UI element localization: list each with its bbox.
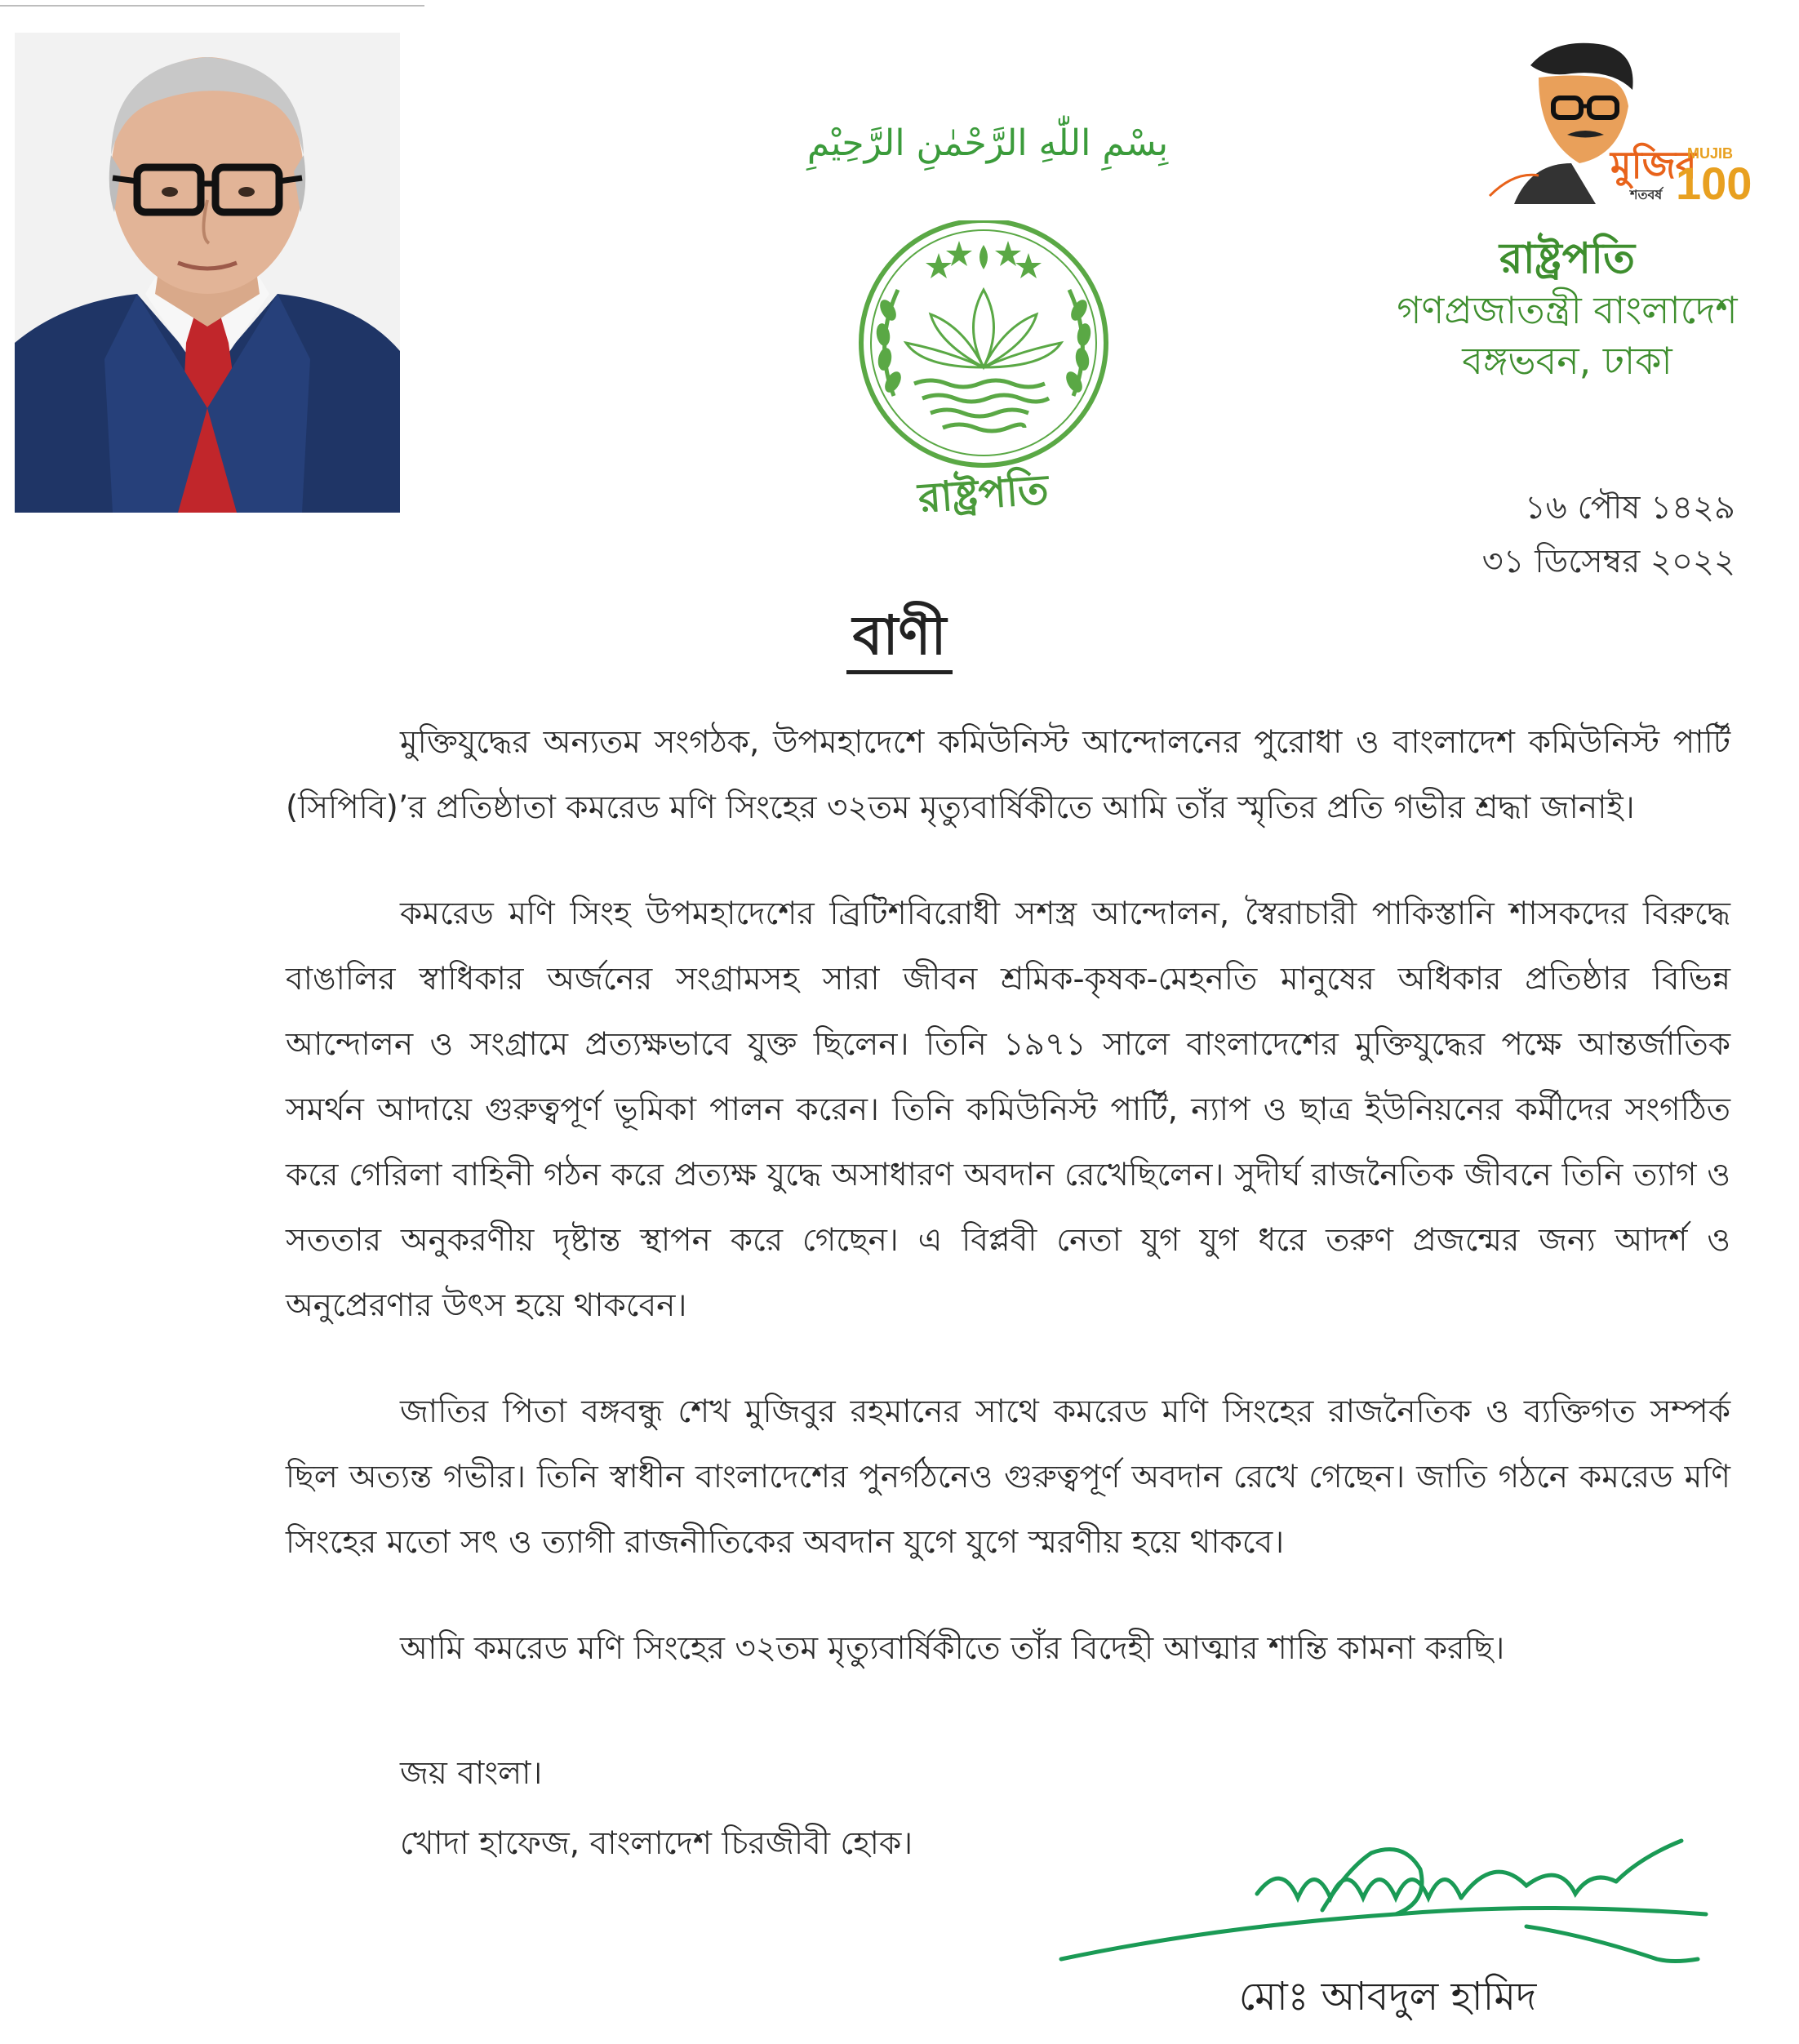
message-heading-text: বাণী [846,604,953,674]
office-title: রাষ্ট্রপতি [1499,234,1635,283]
paragraph-4: আমি কমরেড মণি সিংহের ৩২তম মৃত্যুবার্ষিকীতে তাঁর বিদেহী আত্মার শান্তি কামনা করছি। [400,1630,1505,1667]
country-name: গণপ্রজাতন্ত্রী বাংলাদেশ [1397,288,1738,332]
paragraph-1: মুক্তিযুদ্ধের অন্যতম সংগঠক, উপমহাদেশে কমিউনিস্ট আন্দোলনের পুরোধা ও বাংলাদেশ কমিউনিস্ট পার্টি (সিপিবি)’র প্রতিষ্ঠাতা কমরেড মণি সিংহের ৩২তম মৃত্যুবার্ষিকীতে আমি তাঁর স্মৃতির প্রতি গভীর শ্রদ্ধা জানাই। [286,724,1730,826]
paragraph-2: কমরেড মণি সিংহ উপমহাদেশের ব্রিটিশবিরোধী সশস্ত্র আন্দোলন, স্বৈরাচারী পাকিস্তানি শাসকদের বিরুদ্ধে বাঙালির স্বাধিকার অর্জনের সংগ্রামসহ সারা জীবন শ্রমিক-কৃষক-মেহনতি মানুষের অধিকার প্রতিষ্ঠার বিভিন্ন আন্দোলন ও সংগ্রামে প্রত্যক্ষভাবে যুক্ত ছিলেন। তিনি ১৯৭১ সালে বাংলাদেশের মুক্তিযুদ্ধের পক্ষে আন্তর্জাতিক সমর্থন আদায়ে গুরুত্বপূর্ণ ভূমিকা পালন করেন। তিনি কমিউনিস্ট পার্টি, ন্যাপ ও ছাত্র ইউনিয়নের কর্মীদের সংগঠিত করে গেরিলা বাহিনী গঠন করে প্রত্যক্ষ যুদ্ধে অসাধারণ অবদান রেখেছিলেন। সুদীর্ঘ রাজনৈতিক জীবনে তিনি ত্যাগ ও সততার অনুকরণীয় দৃষ্টান্ত স্থাপন করে গেছেন। এ বিপ্লবী নেতা যুগ যুগ ধরে তরুণ প্রজন্মের জন্য আদর্শ ও অনুপ্রেরণার উৎস হয়ে থাকবেন। [286,895,1730,1324]
signer-name: মোঃ আবদুল হামিদ [1238,1974,1537,2020]
mujib-logo-word: মুজিব [1610,143,1697,187]
paragraph-3: জাতির পিতা বঙ্গবন্ধু শেখ মুজিবুর রহমানের সাথে কমরেড মণি সিংহের রাজনৈতিক ও ব্যক্তিগত সম্পর্ক ছিল অত্যন্ত গভীর। তিনি স্বাধীন বাংলাদেশের পুনর্গঠনেও গুরুত্বপূর্ণ অবদান রেখে গেছেন। জাতি গঠনে কমরেড মণি সিংহের মতো সৎ ও ত্যাগী রাজনীতিকের অবদান যুগে যুগে স্মরণীয় হয়ে থাকবে। [286,1393,1730,1561]
closing-line-2: খোদা হাফেজ, বাংলাদেশ চিরজীবী হোক। [400,1825,913,1862]
president-portrait [15,33,400,513]
office-place: বঙ্গভবন, ঢাকা [1462,339,1672,383]
mujib-logo-english: MUJIB [1687,145,1734,162]
mujib-logo-number: 100 [1676,158,1752,209]
scan-edge-line [0,5,424,7]
presidential-seal [849,220,1118,522]
message-heading [0,594,1799,684]
date-gregorian: ৩১ ডিসেম্বর ২০২২ [1481,543,1735,580]
bismillah-calligraphy: بِسْمِ اللّٰهِ الرَّحْمٰنِ الرَّحِيْمِ [806,122,1169,164]
seal-label: রাষ্ট্রপতি [917,465,1051,522]
signature-mark [1053,1837,1722,1975]
mujib-logo-subtitle: শতবর্ষ [1630,187,1663,202]
message-body [286,710,1730,1879]
mujib-100-logo [1481,33,1752,209]
date-bangla: ১৬ পৌষ ১৪২৯ [1524,489,1735,527]
closing-line-1: জয় বাংলা। [400,1755,543,1792]
